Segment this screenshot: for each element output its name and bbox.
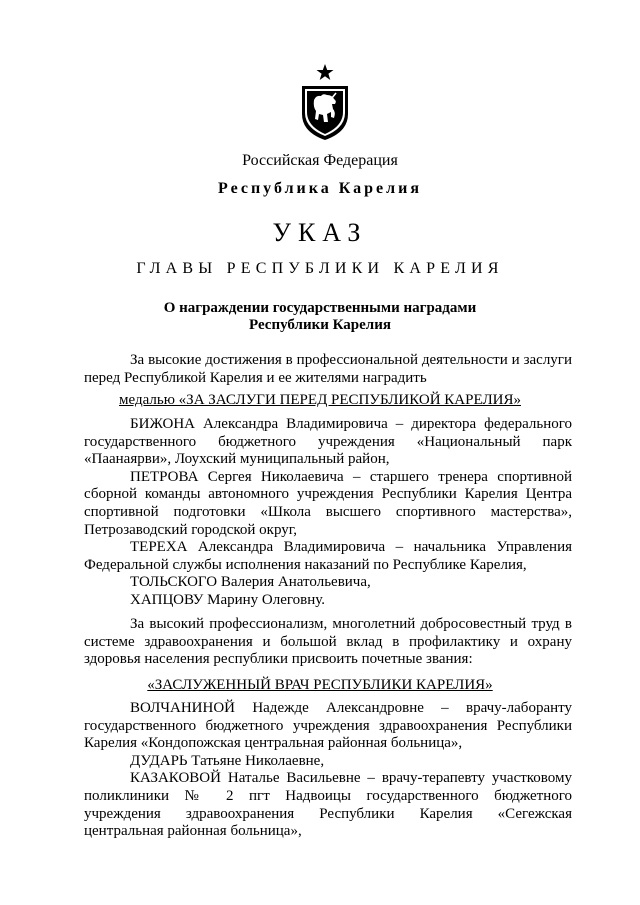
subject-line: О награждении государственными наградами xyxy=(163,300,477,316)
subject-line: Республики Карелия xyxy=(249,317,391,333)
section1-recipients xyxy=(84,416,572,610)
honorary-title xyxy=(0,677,640,694)
paragraph-line: За высокий профессионализм, многолетний добросовестный труд в xyxy=(130,616,572,632)
section2-recipients xyxy=(84,700,572,841)
karelia-coat-of-arms-icon xyxy=(296,62,354,142)
recipient-line: центральная районная больница», xyxy=(84,823,302,840)
document-type: УКАЗ xyxy=(272,218,368,247)
recipient-line: поликлиники № 2 пгт Надвоицы государственного бюджетного xyxy=(84,787,572,804)
recipient-line: ПЕТРОВА Сергея Николаевича – старшего тренера спортивной xyxy=(130,468,572,485)
recipient-line: ТЕРЕХА Александра Владимировича – начальника Управления xyxy=(130,539,572,556)
republic-name: Республика Карелия xyxy=(218,180,422,197)
paragraph-line: За высокие достижения в профессиональной деятельности и заслуги xyxy=(130,352,572,368)
recipient-line: БИЖОНА Александра Владимировича – директора федерального xyxy=(130,416,572,432)
section1-intro xyxy=(84,352,572,387)
recipient-line: КАЗАКОВОЙ Наталье Васильевне – врачу-терапевту участковому xyxy=(130,770,572,787)
recipient-line: ДУДАРЬ Татьяне Николаевне, xyxy=(130,752,325,769)
paragraph-line: системе здравоохранения и большой вклад в профилактику и охрану xyxy=(84,633,572,650)
recipient-line: Федеральной службы исполнения наказаний по Республике Карелия, xyxy=(84,556,527,573)
medal-title xyxy=(0,392,640,409)
recipient-line: сборной команды автономного учреждения Республики Карелия Центра xyxy=(84,486,572,503)
recipient-line: «Паанаярви», Лоухский муниципальный район, xyxy=(84,451,390,468)
recipient-line: учреждения здравоохранения Республики Карелия «Сегежская xyxy=(84,805,572,822)
issuer-title: ГЛАВЫ РЕСПУБЛИКИ КАРЕЛИЯ xyxy=(136,260,504,277)
paragraph-line: перед Республикой Карелия и ее жителями наградить xyxy=(84,369,427,386)
recipient-line: спортивной подготовки «Школа высшего спортивного мастерства», xyxy=(84,503,572,520)
paragraph-line: здоровья населения республики присвоить почетные звания: xyxy=(84,651,473,668)
recipient-line: Петрозаводский городской округ, xyxy=(84,521,297,538)
country-name: Российская Федерация xyxy=(242,152,398,169)
recipient-line: ВОЛЧАНИНОЙ Надежде Александровне – врачу-лаборанту xyxy=(130,700,572,716)
recipient-line: ХАПЦОВУ Марину Олеговну. xyxy=(130,591,326,608)
recipient-line: Карелия «Кондопожская центральная районная больница», xyxy=(84,735,463,752)
decree-subject xyxy=(0,300,640,334)
recipient-line: государственного бюджетного учреждения «Национальный парк xyxy=(84,433,572,450)
section2-intro xyxy=(84,616,572,669)
recipient-line: государственного бюджетного учреждения здравоохранения Республики xyxy=(84,717,572,734)
medal-title-text: медалью «ЗА ЗАСЛУГИ ПЕРЕД РЕСПУБЛИКОЙ КАРЕЛИЯ» xyxy=(119,392,521,408)
recipient-line: ТОЛЬСКОГО Валерия Анатольевича, xyxy=(130,574,371,591)
honorary-title-text: «ЗАСЛУЖЕННЫЙ ВРАЧ РЕСПУБЛИКИ КАРЕЛИЯ» xyxy=(147,677,493,693)
